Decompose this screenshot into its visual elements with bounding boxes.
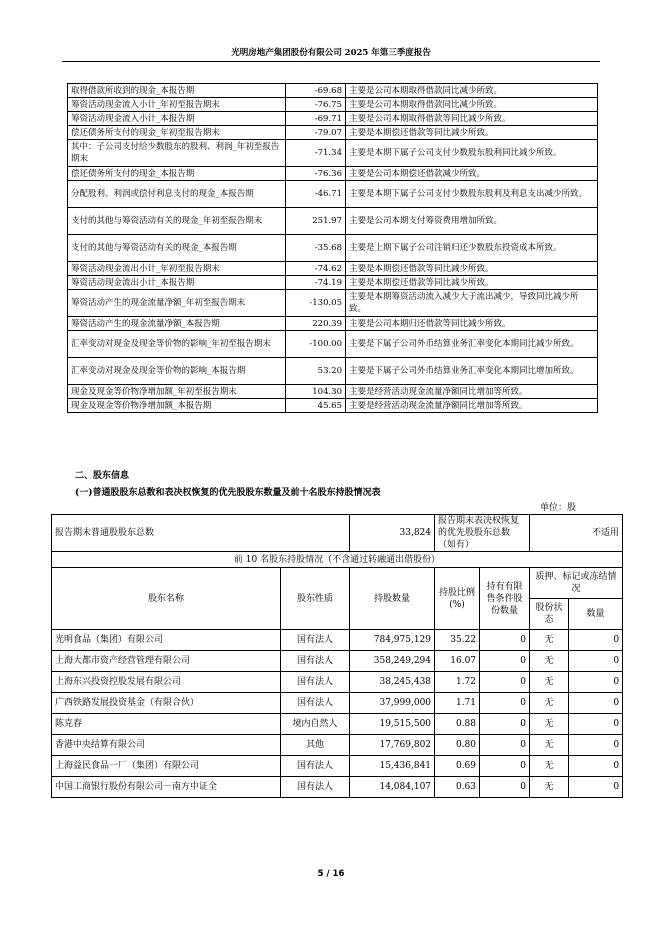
shareholder-qty-cell: 0 — [569, 630, 623, 651]
shareholder-name-cell: 广西铁路发展投资基金（有限合伙） — [52, 693, 281, 714]
top10-caption: 前 10 名股东持股情况（不含通过转融通出借股份） — [52, 552, 623, 568]
table-row — [52, 630, 623, 651]
table-row — [68, 112, 598, 126]
cashflow-reason-cell: 主要是上期下属子公司注销归还少数股东投资成本所致。 — [346, 235, 598, 262]
cashflow-item-cell: 汇率变动对现金及现金等价物的影响_年初至报告期末 — [68, 331, 286, 358]
cashflow-reason-cell: 主要是本期偿还借款等同比减少所致。 — [346, 262, 598, 276]
cashflow-item-cell: 其中：子公司支付给少数股东的股利、利润_年初至报告期末 — [68, 140, 286, 167]
cashflow-item-cell: 筹资活动现金流出小计_本报告期 — [68, 276, 286, 290]
header-pledge: 质押、标记或冻结情况 — [530, 568, 623, 599]
cashflow-value-cell: -35.68 — [286, 235, 346, 262]
cashflow-value-cell: -69.68 — [286, 84, 346, 98]
table-row — [68, 331, 598, 358]
shareholder-status-cell: 无 — [530, 735, 569, 756]
shareholder-qty-cell: 0 — [569, 651, 623, 672]
shareholder-shares-cell: 19,515,500 — [350, 714, 435, 735]
total-holders-row — [52, 515, 623, 552]
header-nature: 股东性质 — [281, 568, 350, 630]
cashflow-reason-cell: 主要是公司本期取得借款等同比减少所致。 — [346, 112, 598, 126]
section-title-shareholders: 二、股东信息 — [75, 471, 130, 481]
header-status: 股份状态 — [530, 599, 569, 630]
table-row — [68, 181, 598, 208]
shareholder-status-cell: 无 — [530, 672, 569, 693]
shareholder-table-body — [52, 630, 623, 798]
table-row — [52, 777, 623, 798]
shareholder-restricted-cell: 0 — [480, 651, 530, 672]
shareholder-ratio-cell: 1.72 — [435, 672, 480, 693]
shareholder-status-cell: 无 — [530, 651, 569, 672]
cashflow-value-cell: 251.97 — [286, 208, 346, 235]
cashflow-reason-cell: 主要是经营活动现金流量净额同比增加等所致。 — [346, 385, 598, 399]
shareholder-shares-cell: 14,084,107 — [350, 777, 435, 798]
header-ratio: 持股比例(%) — [435, 568, 480, 630]
page-header: 光明房地产集团股份有限公司 2025 年第三季度报告 — [231, 48, 431, 58]
shareholder-shares-cell: 358,249,294 — [350, 651, 435, 672]
cashflow-value-cell: -79.07 — [286, 126, 346, 140]
shareholder-ratio-cell: 16.07 — [435, 651, 480, 672]
shareholder-name-cell: 香港中央结算有限公司 — [52, 735, 281, 756]
shareholder-table — [51, 514, 623, 798]
cashflow-item-cell: 筹资活动产生的现金流量净额_年初至报告期末 — [68, 290, 286, 317]
cashflow-item-cell: 现金及现金等价物净增加额_本报告期 — [68, 399, 286, 413]
cashflow-reason-cell: 主要是本期下属子公司支付少数股东股利同比减少所致。 — [346, 140, 598, 167]
shareholder-name-cell: 上海东兴投资控股发展有限公司 — [52, 672, 281, 693]
total-holders-value: 33,824 — [350, 515, 435, 552]
shareholder-name-cell: 陈克春 — [52, 714, 281, 735]
shareholder-nature-cell: 境内自然人 — [281, 714, 350, 735]
cashflow-reason-cell: 主要是公司本期取得借款同比减少所致。 — [346, 84, 598, 98]
pref-holders-label: 报告期末表决权恢复的优先股股东总数（如有） — [435, 515, 530, 552]
shareholder-ratio-cell: 0.69 — [435, 756, 480, 777]
cashflow-reason-cell: 主要是下属子公司外币结算业务汇率变化本期同比增加所致。 — [346, 358, 598, 385]
shareholder-ratio-cell: 35.22 — [435, 630, 480, 651]
cashflow-item-cell: 偿还债务所支付的现金_年初至报告期末 — [68, 126, 286, 140]
cashflow-item-cell: 分配股利、利润或偿付利息支付的现金_本报告期 — [68, 181, 286, 208]
header-qty: 数量 — [569, 599, 623, 630]
cashflow-value-cell: -76.36 — [286, 167, 346, 181]
shareholder-status-cell: 无 — [530, 630, 569, 651]
cashflow-reason-cell: 主要是本期筹资活动流入减少大于流出减少，导致同比减少所致。 — [346, 290, 598, 317]
unit-label: 单位：股 — [540, 503, 577, 513]
table-row — [68, 399, 598, 413]
shareholder-qty-cell: 0 — [569, 777, 623, 798]
cashflow-reason-cell: 主要是本期偿还借款等同比减少所致。 — [346, 276, 598, 290]
section-subtitle-top10: (一)普通股股东总数和表决权恢复的优先股股东数量及前十名股东持股情况表 — [75, 488, 381, 498]
cashflow-value-cell: -46.71 — [286, 181, 346, 208]
shareholder-restricted-cell: 0 — [480, 714, 530, 735]
cashflow-change-table-body — [68, 84, 598, 413]
cashflow-reason-cell: 主要是下属子公司外币结算业务汇率变化本期同比减少所致。 — [346, 331, 598, 358]
cashflow-item-cell: 支付的其他与筹资活动有关的现金_本报告期 — [68, 235, 286, 262]
header-shares: 持股数量 — [350, 568, 435, 630]
shareholder-name-cell: 上海大都市资产经营管理有限公司 — [52, 651, 281, 672]
shareholder-status-cell: 无 — [530, 756, 569, 777]
shareholder-restricted-cell: 0 — [480, 735, 530, 756]
shareholder-qty-cell: 0 — [569, 672, 623, 693]
cashflow-reason-cell: 主要是经营活动现金流量净额同比增加等所致。 — [346, 399, 598, 413]
table-row — [68, 276, 598, 290]
cashflow-item-cell: 取得借款所收到的现金_本报告期 — [68, 84, 286, 98]
cashflow-reason-cell: 主要是公司本期支付筹资费用增加所致。 — [346, 208, 598, 235]
shareholder-qty-cell: 0 — [569, 693, 623, 714]
cashflow-value-cell: -71.34 — [286, 140, 346, 167]
table-row — [68, 385, 598, 399]
header-row-1 — [52, 568, 623, 599]
cashflow-value-cell: -74.62 — [286, 262, 346, 276]
shareholder-shares-cell: 784,975,129 — [350, 630, 435, 651]
cashflow-reason-cell: 主要是本期下属子公司支付少数股东股利及利息支出减少所致。 — [346, 181, 598, 208]
cashflow-item-cell: 筹资活动产生的现金流量净额_本报告期 — [68, 317, 286, 331]
shareholder-name-cell: 上海益民食品一厂（集团）有限公司 — [52, 756, 281, 777]
shareholder-shares-cell: 15,436,841 — [350, 756, 435, 777]
table-row — [68, 290, 598, 317]
shareholder-shares-cell: 37,999,000 — [350, 693, 435, 714]
cashflow-value-cell: -74.19 — [286, 276, 346, 290]
shareholder-nature-cell: 国有法人 — [281, 651, 350, 672]
cashflow-item-cell: 筹资活动现金流出小计_年初至报告期末 — [68, 262, 286, 276]
cashflow-value-cell: -100.00 — [286, 331, 346, 358]
shareholder-restricted-cell: 0 — [480, 693, 530, 714]
table-row — [68, 84, 598, 98]
cashflow-value-cell: 104.30 — [286, 385, 346, 399]
page-number: 5 / 16 — [317, 869, 345, 879]
top10-caption-row — [52, 552, 623, 568]
shareholder-ratio-cell: 0.80 — [435, 735, 480, 756]
table-row — [68, 358, 598, 385]
header-name: 股东名称 — [52, 568, 281, 630]
header-rule — [62, 61, 600, 62]
cashflow-reason-cell: 主要是公司本期偿还借款减少所致。 — [346, 167, 598, 181]
shareholder-ratio-cell: 1.71 — [435, 693, 480, 714]
table-row — [68, 167, 598, 181]
header-restricted: 持有有限售条件股份数量 — [480, 568, 530, 630]
table-row — [68, 126, 598, 140]
cashflow-value-cell: 45.65 — [286, 399, 346, 413]
table-row — [52, 714, 623, 735]
cashflow-reason-cell: 主要是本期偿还借款等同比减少所致。 — [346, 126, 598, 140]
shareholder-nature-cell: 国有法人 — [281, 630, 350, 651]
shareholder-ratio-cell: 0.63 — [435, 777, 480, 798]
table-row — [52, 735, 623, 756]
cashflow-item-cell: 现金及现金等价物净增加额_年初至报告期末 — [68, 385, 286, 399]
table-row — [52, 672, 623, 693]
cashflow-item-cell: 汇率变动对现金及现金等价物的影响_本报告期 — [68, 358, 286, 385]
shareholder-shares-cell: 38,245,438 — [350, 672, 435, 693]
table-row — [68, 208, 598, 235]
cashflow-value-cell: -76.75 — [286, 98, 346, 112]
cashflow-reason-cell: 主要是公司本期取得借款同比减少所致。 — [346, 98, 598, 112]
shareholder-qty-cell: 0 — [569, 735, 623, 756]
shareholder-restricted-cell: 0 — [480, 756, 530, 777]
shareholder-nature-cell: 国有法人 — [281, 693, 350, 714]
cashflow-value-cell: -130.05 — [286, 290, 346, 317]
table-row — [68, 140, 598, 167]
table-row — [68, 235, 598, 262]
shareholder-name-cell: 光明食品（集团）有限公司 — [52, 630, 281, 651]
shareholder-qty-cell: 0 — [569, 714, 623, 735]
table-row — [68, 317, 598, 331]
shareholder-name-cell: 中国工商银行股份有限公司－南方中证全 — [52, 777, 281, 798]
table-row — [52, 693, 623, 714]
shareholder-restricted-cell: 0 — [480, 630, 530, 651]
shareholder-nature-cell: 国有法人 — [281, 756, 350, 777]
shareholder-ratio-cell: 0.88 — [435, 714, 480, 735]
table-row — [68, 262, 598, 276]
cashflow-value-cell: -69.71 — [286, 112, 346, 126]
shareholder-nature-cell: 国有法人 — [281, 672, 350, 693]
cashflow-change-table — [67, 83, 598, 413]
pref-holders-value: 不适用 — [530, 515, 623, 552]
shareholder-nature-cell: 国有法人 — [281, 777, 350, 798]
cashflow-value-cell: 53.20 — [286, 358, 346, 385]
shareholder-status-cell: 无 — [530, 714, 569, 735]
shareholder-shares-cell: 17,769,802 — [350, 735, 435, 756]
shareholder-qty-cell: 0 — [569, 756, 623, 777]
cashflow-reason-cell: 主要是公司本期归还借款等同比减少所致。 — [346, 317, 598, 331]
table-row — [68, 98, 598, 112]
table-row — [52, 651, 623, 672]
table-row — [52, 756, 623, 777]
cashflow-item-cell: 筹资活动现金流入小计_年初至报告期末 — [68, 98, 286, 112]
shareholder-restricted-cell: 0 — [480, 672, 530, 693]
shareholder-status-cell: 无 — [530, 777, 569, 798]
shareholder-status-cell: 无 — [530, 693, 569, 714]
cashflow-item-cell: 筹资活动现金流入小计_本报告期 — [68, 112, 286, 126]
shareholder-nature-cell: 其他 — [281, 735, 350, 756]
shareholder-restricted-cell: 0 — [480, 777, 530, 798]
total-holders-label: 报告期末普通股股东总数 — [52, 515, 350, 552]
cashflow-item-cell: 偿还债务所支付的现金_本报告期 — [68, 167, 286, 181]
cashflow-item-cell: 支付的其他与筹资活动有关的现金_年初至报告期末 — [68, 208, 286, 235]
cashflow-value-cell: 220.39 — [286, 317, 346, 331]
